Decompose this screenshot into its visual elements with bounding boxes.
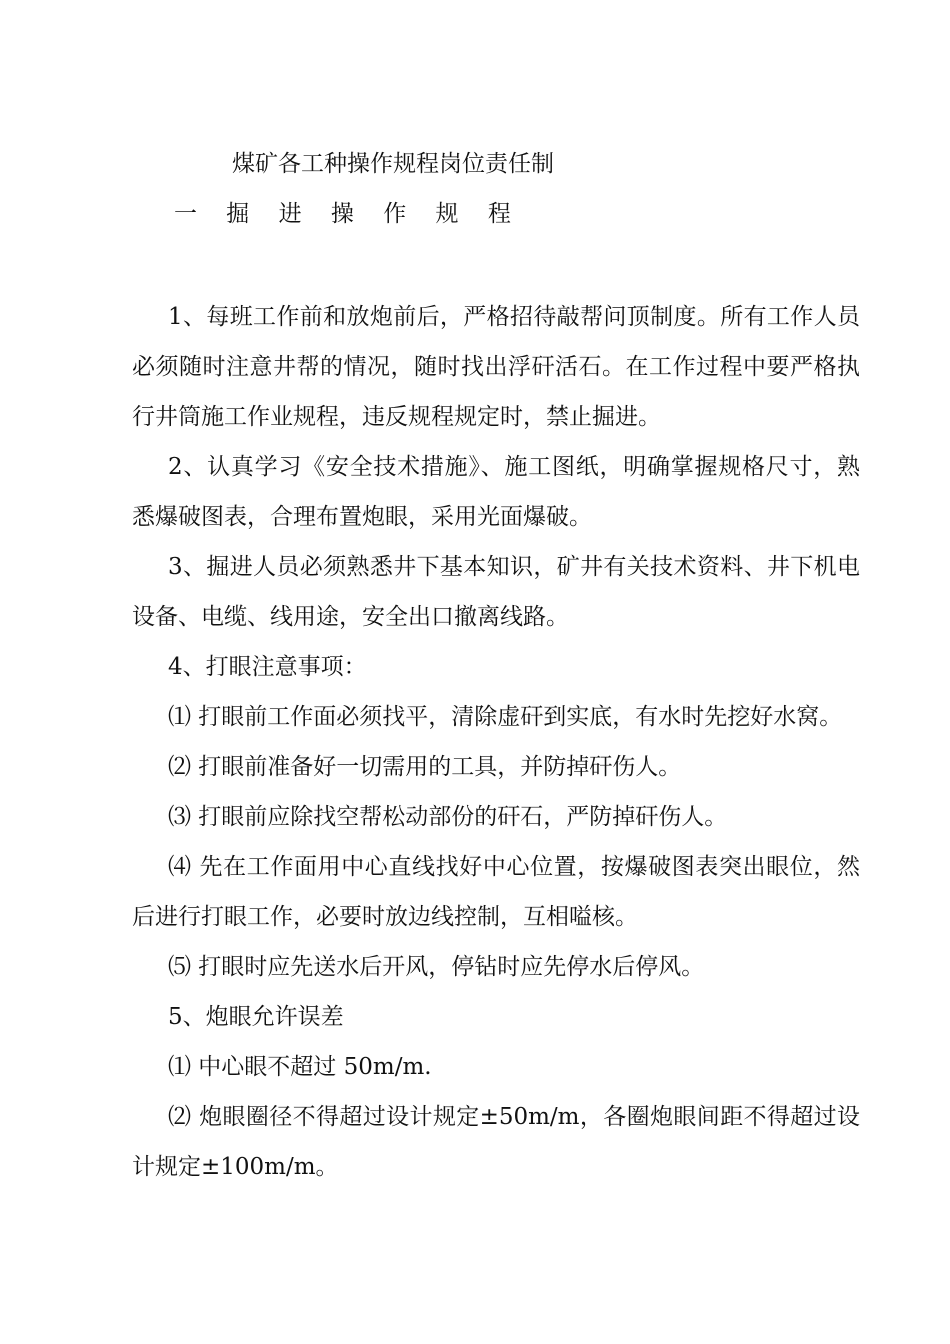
paragraph-1: 1、每班工作前和放炮前后，严格招待敲帮问顶制度。所有工作人员必须随时注意井帮的情况，随时找出浮矸活石。在工作过程中要严格执行井筒施工作业规程，违反规程规定时，禁止掘进。 <box>132 304 860 430</box>
paragraph-4-2: ⑵ 打眼前准备好一切需用的工具，并防掉矸伤人。 <box>168 754 682 780</box>
paragraph-2: 2、认真学习《安全技术措施》、施工图纸，明确掌握规格尺寸，熟悉爆破图表，合理布置炮眼，采用光面爆破。 <box>132 454 860 530</box>
paragraph-5: 5、炮眼允许误差 <box>168 1004 344 1030</box>
document-body <box>132 292 860 1192</box>
paragraph-4-4: ⑷ 先在工作面用中心直线找好中心位置，按爆破图表突出眼位，然后进行打眼工作，必要时放边线控制，互相嗌核。 <box>132 854 860 930</box>
paragraph-3: 3、掘进人员必须熟悉井下基本知识，矿井有关技术资料、井下机电设备、电缆、线用途，安全出口撤离线路。 <box>132 554 860 630</box>
paragraph-5-2: ⑵ 炮眼圈径不得超过设计规定±50m/m，各圈炮眼间距不得超过设计规定±100m/m。 <box>132 1104 860 1180</box>
paragraph-4: 4、打眼注意事项： <box>168 654 367 680</box>
section-heading: 一 掘 进 操 作 规 程 <box>174 201 522 227</box>
paragraph-4-1: ⑴ 打眼前工作面必须找平，清除虚矸到实底，有水时先挖好水窝。 <box>168 704 843 730</box>
paragraph-5-1: ⑴ 中心眼不超过 50m/m. <box>168 1054 432 1080</box>
paragraph-4-3: ⑶ 打眼前应除找空帮松动部份的矸石，严防掉矸伤人。 <box>168 804 728 830</box>
document-title: 煤矿各工种操作规程岗位责任制 <box>232 151 554 177</box>
paragraph-4-5: ⑸ 打眼时应先送水后开风，停钻时应先停水后停风。 <box>168 954 705 980</box>
